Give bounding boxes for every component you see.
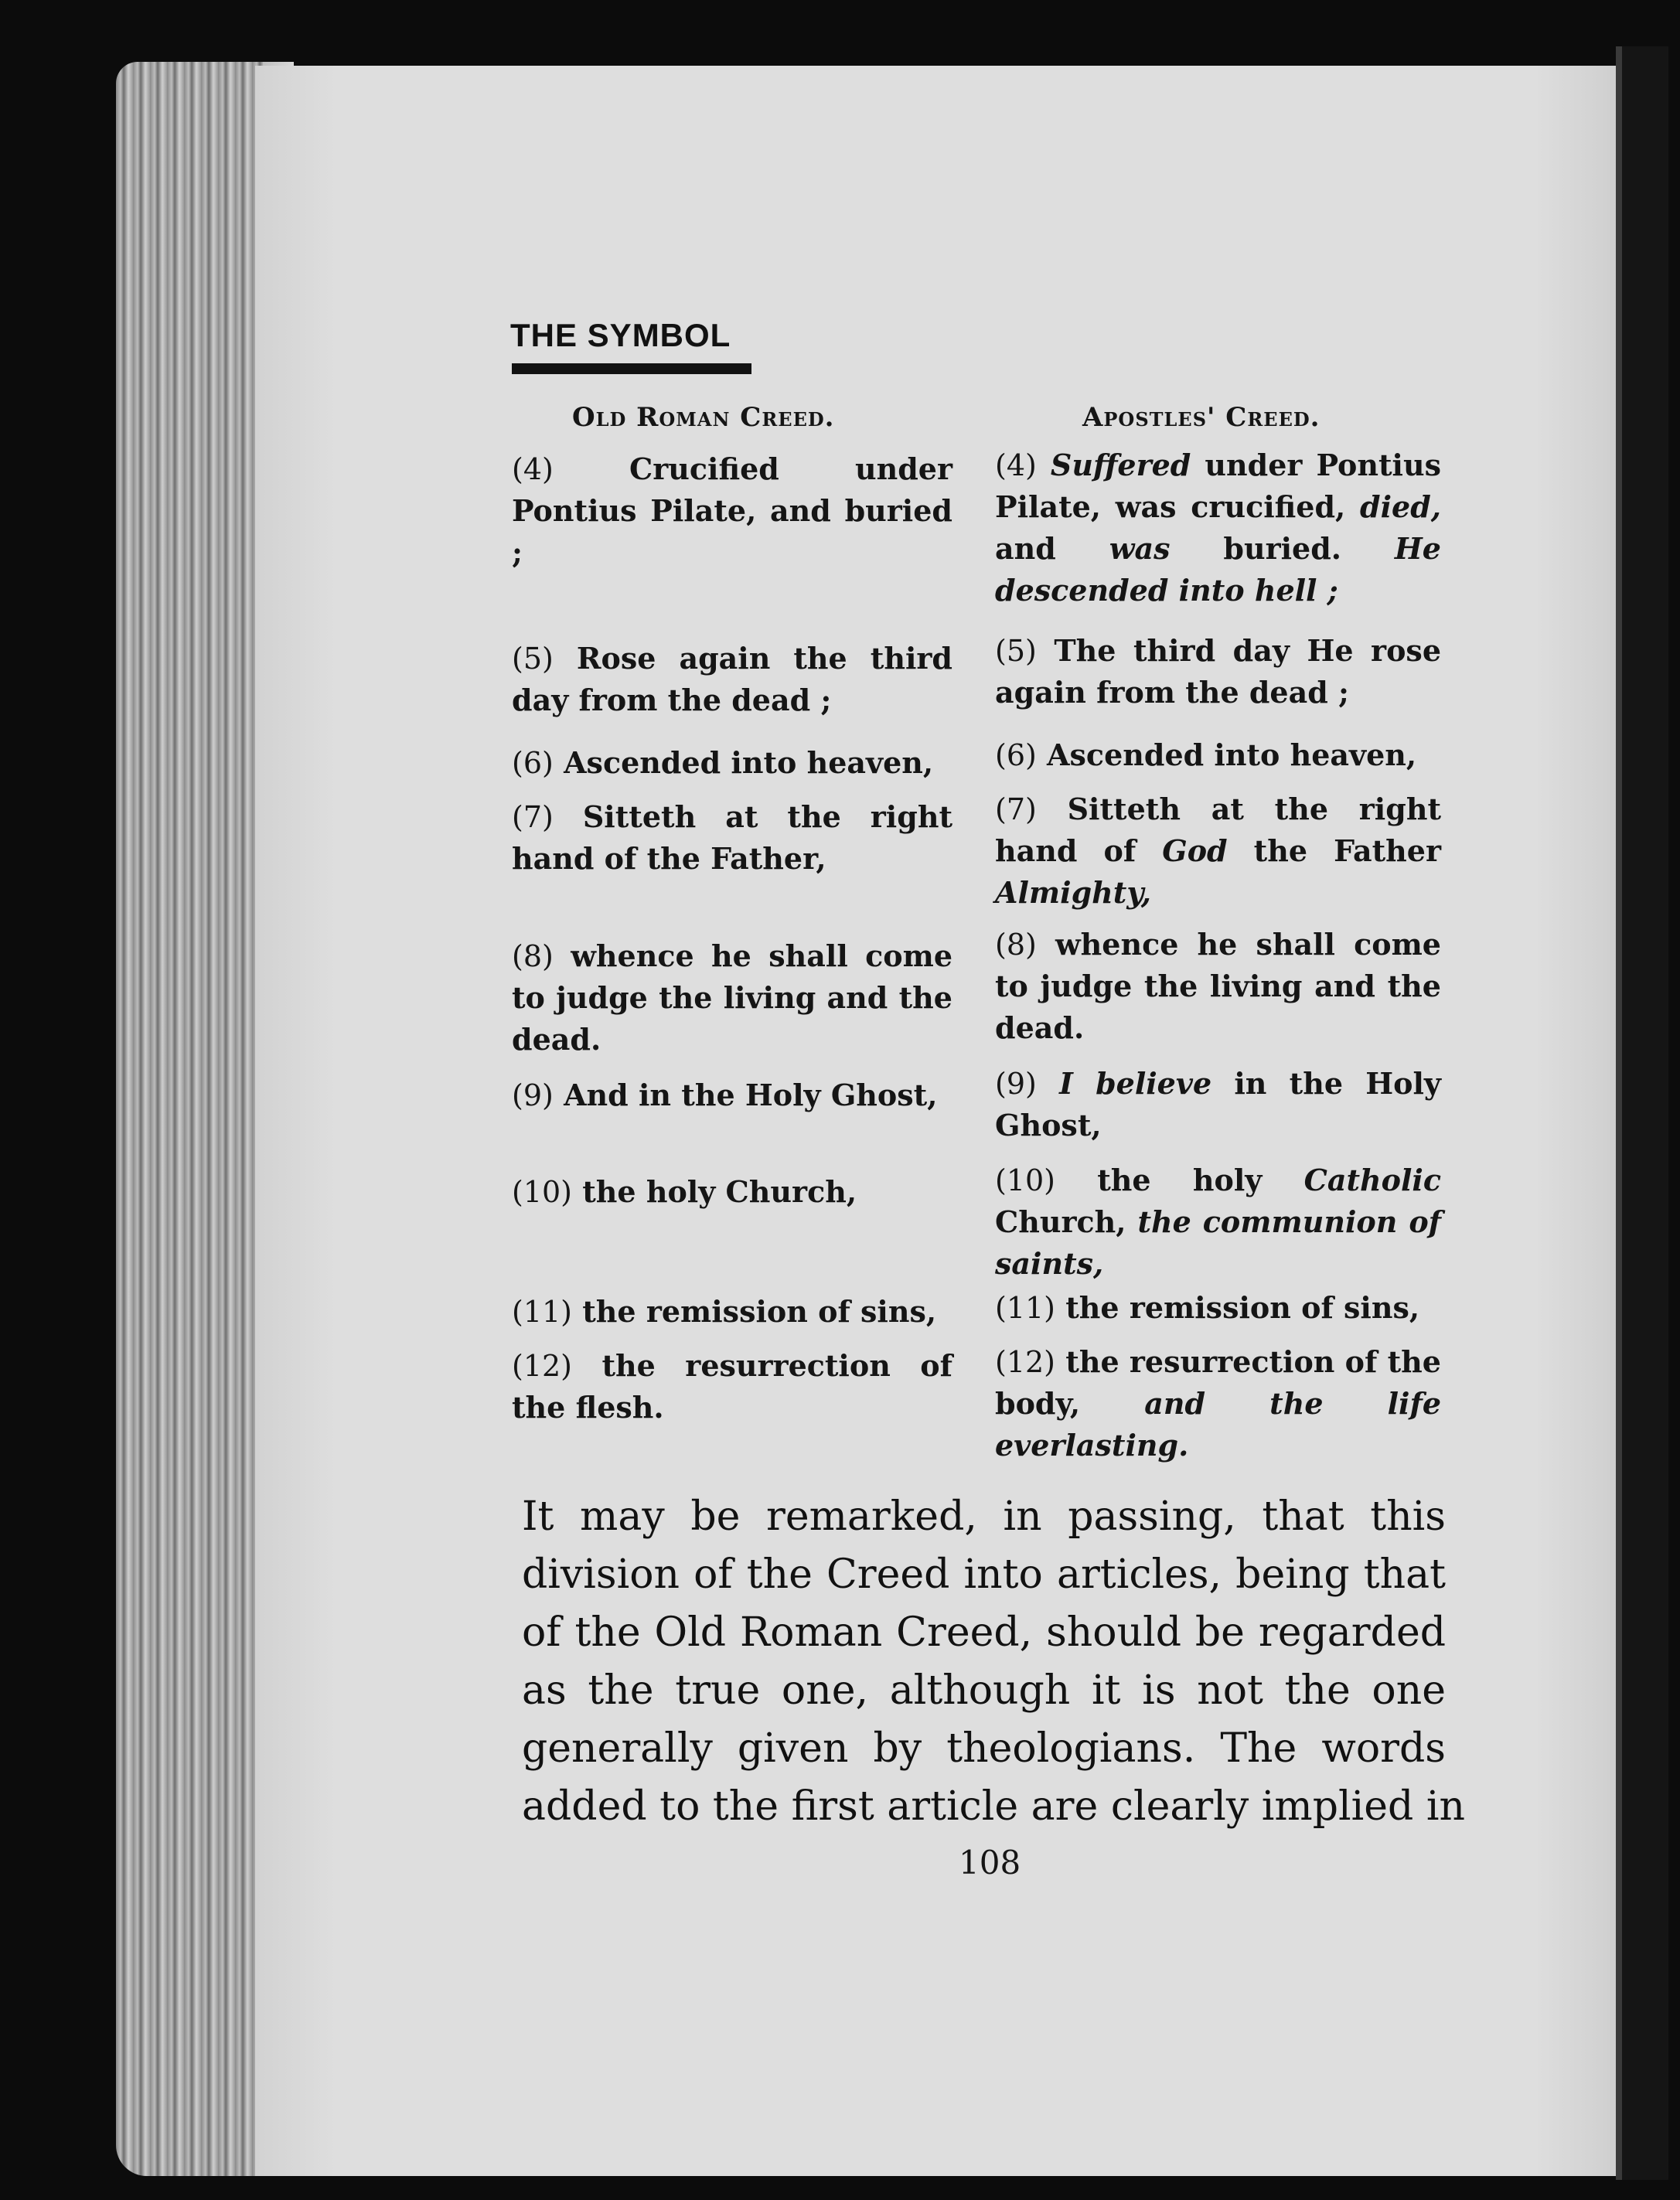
apostles-article-12: (12) the resurrection of the body, and the life everlasting. <box>995 1344 1441 1463</box>
old-roman-article-8: (8) whence he shall come to judge the living and the dead. <box>512 938 952 1057</box>
old-roman-article-12: (12) the resurrection of the flesh. <box>512 1348 952 1425</box>
running-head: THE SYMBOL <box>510 317 731 353</box>
old-roman-article-6: (6) Ascended into heaven, <box>512 745 934 780</box>
apostles-article-7: (7) Sitteth at the right hand of God the Father Almighty, <box>995 792 1441 910</box>
paragraph-line: as the true one, although it is not the one <box>522 1667 1446 1714</box>
body-paragraph <box>522 1488 1465 1836</box>
facing-page-edge <box>1616 46 1668 2180</box>
page-number: 108 <box>959 1844 1021 1882</box>
paragraph-line: of the Old Roman Creed, should be regarded <box>522 1609 1446 1656</box>
paragraph-line: It may be remarked, in passing, that this <box>522 1493 1446 1540</box>
old-roman-article-10: (10) the holy Church, <box>512 1174 857 1209</box>
apostles-article-6: (6) Ascended into heaven, <box>995 737 1417 772</box>
apostles-article-5: (5) The third day He rose again from the dead ; <box>995 633 1441 710</box>
paragraph-line: generally given by theologians. The words <box>522 1725 1446 1772</box>
old-roman-article-7: (7) Sitteth at the right hand of the Father, <box>512 799 952 876</box>
apostles-article-8: (8) whence he shall come to judge the living and the dead. <box>995 927 1441 1045</box>
old-roman-article-5: (5) Rose again the third day from the dead ; <box>512 641 952 717</box>
apostles-creed-heading: Apostles' Creed. <box>1082 402 1320 433</box>
old-roman-article-9: (9) And in the Holy Ghost, <box>512 1078 938 1112</box>
apostles-article-4: (4) Suffered under Pontius Pilate, was crucified, died, and was buried. He descended into hell ; <box>995 448 1441 608</box>
apostles-article-10: (10) the holy Catholic Church, the communion of saints, <box>995 1163 1442 1281</box>
old-roman-article-11: (11) the remission of sins, <box>512 1294 937 1329</box>
paragraph-line: added to the first article are clearly implied in <box>522 1783 1465 1830</box>
paragraph-line: division of the Creed into articles, being that <box>522 1551 1446 1598</box>
old-roman-article-4: (4) Crucified under Pontius Pilate, and buried ; <box>512 451 952 570</box>
apostles-article-11: (11) the remission of sins, <box>995 1290 1420 1325</box>
apostles-article-9: (9) I believe in the Holy Ghost, <box>995 1066 1441 1143</box>
running-head-rule <box>512 363 751 374</box>
old-roman-creed-heading: Old Roman Creed. <box>572 402 835 433</box>
